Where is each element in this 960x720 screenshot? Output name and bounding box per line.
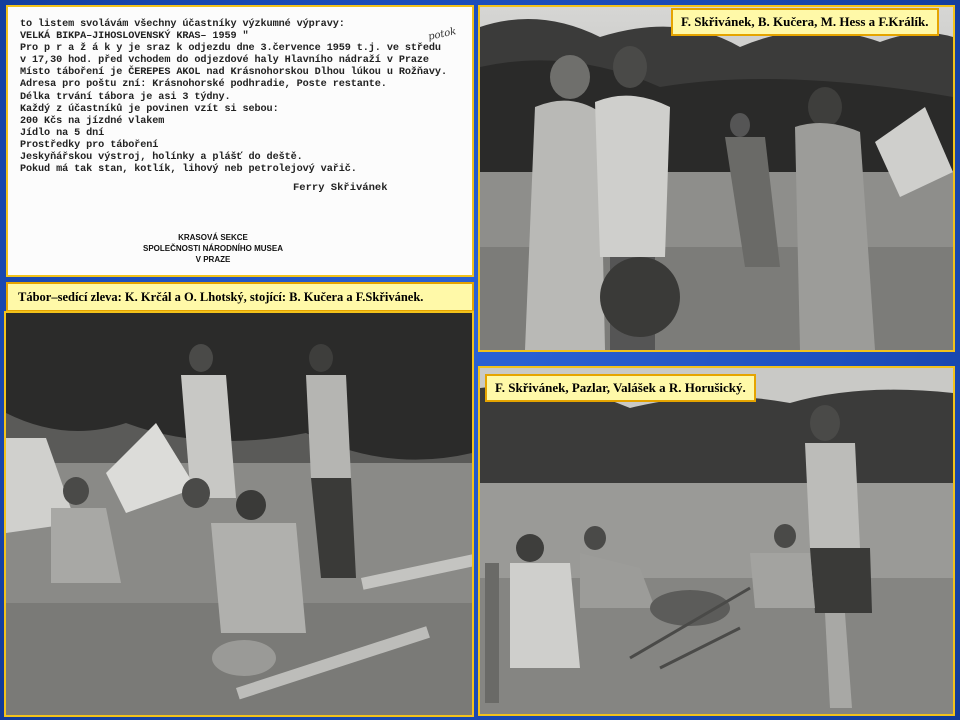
stamp-line: KRASOVÁ SEKCE (178, 233, 248, 242)
letter-line: Prostředky pro táboření (20, 139, 159, 151)
letter-line: Adresa pro poštu zní: Krásnohorské podhradie, Poste restante. (20, 79, 387, 91)
handwritten-note: potok (427, 26, 458, 43)
caption-bottom-right: F. Skřivánek, Pazlar, Valášek a R. Horušický. (485, 374, 756, 402)
letter-text (20, 19, 470, 176)
letter-line: Pokud má tak stan, kotlík, lihový neb petrolejový vařič. (20, 164, 357, 176)
letter-line: v 17,30 hod. před vchodem do odjezdové haly Hlavního nádraží v Praze (20, 55, 429, 67)
letter-line: Jeskyňářskou výstroj, holínky a plášť do deště. (20, 152, 303, 164)
letter-line: Délka trvání tábora je asi 3 týdny. (20, 91, 231, 103)
letter-line: Jídlo na 5 dní (20, 127, 105, 139)
letter-line: VELKÁ BIKPA–JIHOSLOVENSKÝ KRAS– 1959 " (20, 31, 249, 43)
letter-line: 200 Kčs na jízdné vlakem (20, 115, 165, 127)
photo-image (480, 368, 953, 714)
letter-line: Místo táboření je ČEREPES AKOL nad Krásnohorskou Dlhou lúkou u Rožňavy. (20, 67, 447, 79)
caption-top-right: F. Skřivánek, B. Kučera, M. Hess a F.Králík. (671, 8, 939, 36)
photo-camp (4, 311, 474, 717)
stamp-line: SPOLEČNOSTI NÁRODNÍHO MUSEA (143, 244, 284, 253)
photo-image (6, 313, 472, 715)
letter-document (6, 5, 474, 277)
letter-line: Každý z účastníků je povinen vzít si sebou: (20, 103, 279, 115)
caption-camp: Tábor–sedící zleva: K. Krčál a O. Lhotský, stojící: B. Kučera a F.Skřivánek. (6, 282, 474, 312)
letter-line: Pro p r a ž á k y je sraz k odjezdu dne 3.července 1959 t.j. ve středu (20, 43, 441, 55)
photo-campfire (478, 366, 955, 716)
photo-group-standing (478, 5, 955, 352)
letter-line: to listem svolávám všechny účastníky výzkumné výpravy: (20, 19, 345, 30)
stamp-line: V PRAZE (195, 255, 231, 264)
signature: Ferry Skřivánek (293, 182, 388, 194)
photo-image (480, 7, 953, 350)
stamp (143, 232, 283, 265)
